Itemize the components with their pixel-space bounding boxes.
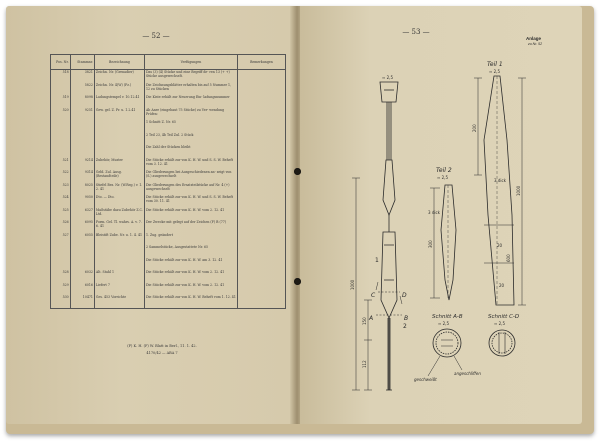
page-number-right: — 53 — [402, 28, 430, 36]
cell-pos: 518 [51, 70, 71, 83]
label-scale-teil1: ≈ 2,5 [489, 69, 500, 74]
cell-text: Die Gliederungen des Ersatzteilstücke auf Nr. 4 (+) ausgewechselt [144, 183, 237, 196]
dim-20-a: 20 [497, 243, 503, 248]
cell-name: Ladungstempel v. 10.12.41 [94, 95, 144, 108]
cell-name: Form. Gel. Tl. wahrs. A. v. 7. 6. 41 [94, 220, 144, 233]
cell-text: Die Stücke erhält zur von K. H. W. am 3. 12. 41 [144, 258, 237, 271]
cell-text: Die Gliederungen bei Ausgeschiedenen an- zeigt von (S.) ausgewechselt [144, 170, 237, 183]
label-num-2: 2 [403, 323, 407, 330]
cell-nr: 9050 [70, 195, 94, 208]
cell-nr: 6032 [70, 270, 94, 283]
cell-pos: 526 [51, 220, 71, 233]
cell-pos: 520 [51, 108, 71, 121]
teil1-outline [484, 76, 514, 305]
col-header-remarks: Bemerkungen [237, 55, 285, 70]
cell-text: 2 Sammelstücke, Ausgestattete Nr. 65 [144, 245, 237, 258]
cell-nr: 9314 [70, 170, 94, 183]
footer-reference: 4170/42 — ABA 7 [146, 351, 178, 355]
teil2-outline [441, 185, 456, 300]
cell-nr: 8025 [70, 183, 94, 196]
cell-text: Die Zahl der Stücken bleibt [144, 145, 237, 158]
cell-name: Zeichn. Nr. 4(W) (Fz.) [94, 83, 144, 96]
label-num-1: 1 [375, 257, 379, 264]
cell-text: Die Stücke erhält zur von K. H. W. vom 2. 12. 41 [144, 270, 237, 283]
cell-nr: 6016 [70, 283, 94, 296]
label-scale-ab: ≈ 2,5 [438, 321, 449, 326]
cell-pos: 527 [51, 233, 71, 246]
cell-text: Die Stücke erhält zur von K. H. W. Beheft vom 1. 12. 41 [144, 295, 237, 308]
col-header-nr: Stammnr. [70, 55, 94, 70]
cell-name: Maßstäbe dazu Zubehör Z.C. Ltd. [94, 208, 144, 221]
corner-note-2: zu Nr. 52 [528, 42, 543, 46]
cell-text: Ab Anre (eingebaut 75 Stücke) zu Ver- wendung Prüfen: [144, 108, 237, 121]
cell-pos: 521 [51, 158, 71, 171]
label-scale-main: ≈ 2,5 [382, 75, 393, 80]
cell-text: Die Kiste erhält zur Neuerung Ein- ladungsnummer [144, 95, 237, 108]
label-letter-d: D [402, 292, 407, 299]
label-schnitt-cd: Schnitt C-D [488, 314, 520, 320]
label-scale-cd: ≈ 2,5 [494, 321, 505, 326]
label-geschweisst: geschweißt [414, 377, 437, 382]
cell-name: Zubehör, Muster [94, 158, 144, 171]
dim-3dick-teil1: 3 dick [494, 178, 506, 183]
corner-note: Anlage [526, 36, 542, 41]
cell-name: Gew. gel. Z. Pr. u. 1.2.41 [94, 108, 144, 121]
cell-text: Die Stücke erhält zur von K. H. W. und S. S. W. Beheft vom 30. 11. 41 [144, 195, 237, 208]
cell-nr: 9251 [70, 108, 94, 121]
label-letter-b: B [404, 315, 409, 322]
dim-150: 150 [362, 317, 367, 325]
cell-pos: 522 [51, 170, 71, 183]
cell-nr: 9214 [70, 158, 94, 171]
label-teil1: Teil 1 [487, 61, 503, 68]
dim-600: 600 [506, 254, 511, 262]
label-teil2: Teil 2 [436, 167, 452, 174]
cell-pos: 529 [51, 283, 71, 296]
dim-112: 112 [362, 360, 367, 368]
cell-nr: 3821 [70, 70, 94, 83]
cell-pos: 523 [51, 183, 71, 196]
cell-name: Bleistift Zube. Nr. u. 1. 4. 41 [94, 233, 144, 246]
col-header-name: Bezeichnung [94, 55, 144, 70]
dim-1000-main: 1000 [350, 279, 355, 290]
cell-name: Stiefel Bes. Nr. (W.Reg.) v. 1. 2. 41 [94, 183, 144, 196]
cell-name: Gebl. Zul. Ausg. (Bestandteile) [94, 170, 144, 183]
cell-text: 2 Teil 23, 4b Teil Zul. 2 Stück [144, 133, 237, 146]
dim-300: 300 [428, 240, 433, 248]
label-letter-a: A [369, 315, 374, 322]
cell-text: Der Zwecke mit gelegt auf der Zeichen (F) B (77) [144, 220, 237, 233]
cell-nr: 10471 [70, 295, 94, 308]
page-number-left: — 52 — [142, 32, 170, 40]
section-ab-inner [436, 332, 458, 354]
section-cd-inner [492, 333, 512, 353]
cell-nr: 6095 [70, 220, 94, 233]
col-header-text: Verfügungen [144, 55, 237, 70]
cell-pos: 525 [51, 208, 71, 221]
dim-200: 200 [472, 124, 477, 132]
label-scale-teil2: ≈ 2,5 [437, 175, 448, 180]
section-ab-outer [433, 329, 461, 357]
tool-blade-upper [383, 160, 395, 215]
cell-text: 1. Zug. geändert [144, 233, 237, 246]
cell-name: Liefert 7 [94, 283, 144, 296]
cell-pos: 528 [51, 270, 71, 283]
cell-pos: 519 [51, 95, 71, 108]
cell-pos: 530 [51, 295, 71, 308]
dim-3dick-teil2: 3 dick [428, 210, 440, 215]
cell-text: Das (3) (4) Stücke und eine Begriff de- ren 13 (+ +) Stücke ausgewechselt. [144, 70, 237, 83]
cell-text: Die Stücke erhält zur von K. H. W. vom 2. 12. 41 [144, 208, 237, 221]
footer-signature: (F) K. H. (F) W. Blatt in Berl., 11. 1. 42. [127, 344, 197, 348]
label-schnitt-ab: Schnitt A-B [432, 314, 463, 320]
cell-name: Dto. — Dto. [94, 195, 144, 208]
dim-20-b: 20 [499, 283, 505, 288]
cell-nr: 6327 [70, 208, 94, 221]
cell-pos: 524 [51, 195, 71, 208]
label-letter-c: C [371, 292, 376, 299]
tool-handle-top [380, 82, 398, 102]
cell-name: Zeichn. Nr. (Grenadier) [94, 70, 144, 83]
dim-1000-teil1: 1000 [516, 185, 521, 196]
cell-text: Die Stücke erhält zur von K. H. W. vom 2. 12. 41 [144, 283, 237, 296]
label-angeschliffen: angeschliffen [454, 371, 481, 376]
cell-text: Die Stücke erhält zur von K. H. W. und S. S. W. Beheft vom 3. 12. 41 [144, 158, 237, 171]
cell-text: 1 Schnitt Z. Nr. 65 [144, 120, 237, 133]
cell-name: Alt. Stahl 1 [94, 270, 144, 283]
col-header-pos: Pos. Nr. [51, 55, 71, 70]
cell-nr: 8098 [70, 95, 94, 108]
section-cd-outer [489, 330, 515, 356]
cell-name: Ges. 453 Vorrichte [94, 295, 144, 308]
cell-nr: 5822 [70, 83, 94, 96]
cell-nr: 6055 [70, 233, 94, 246]
cell-text: Die Zeichnungsblätter erhalten bis auf 5 Nummer 1, 12 zu Stücken [144, 83, 237, 96]
